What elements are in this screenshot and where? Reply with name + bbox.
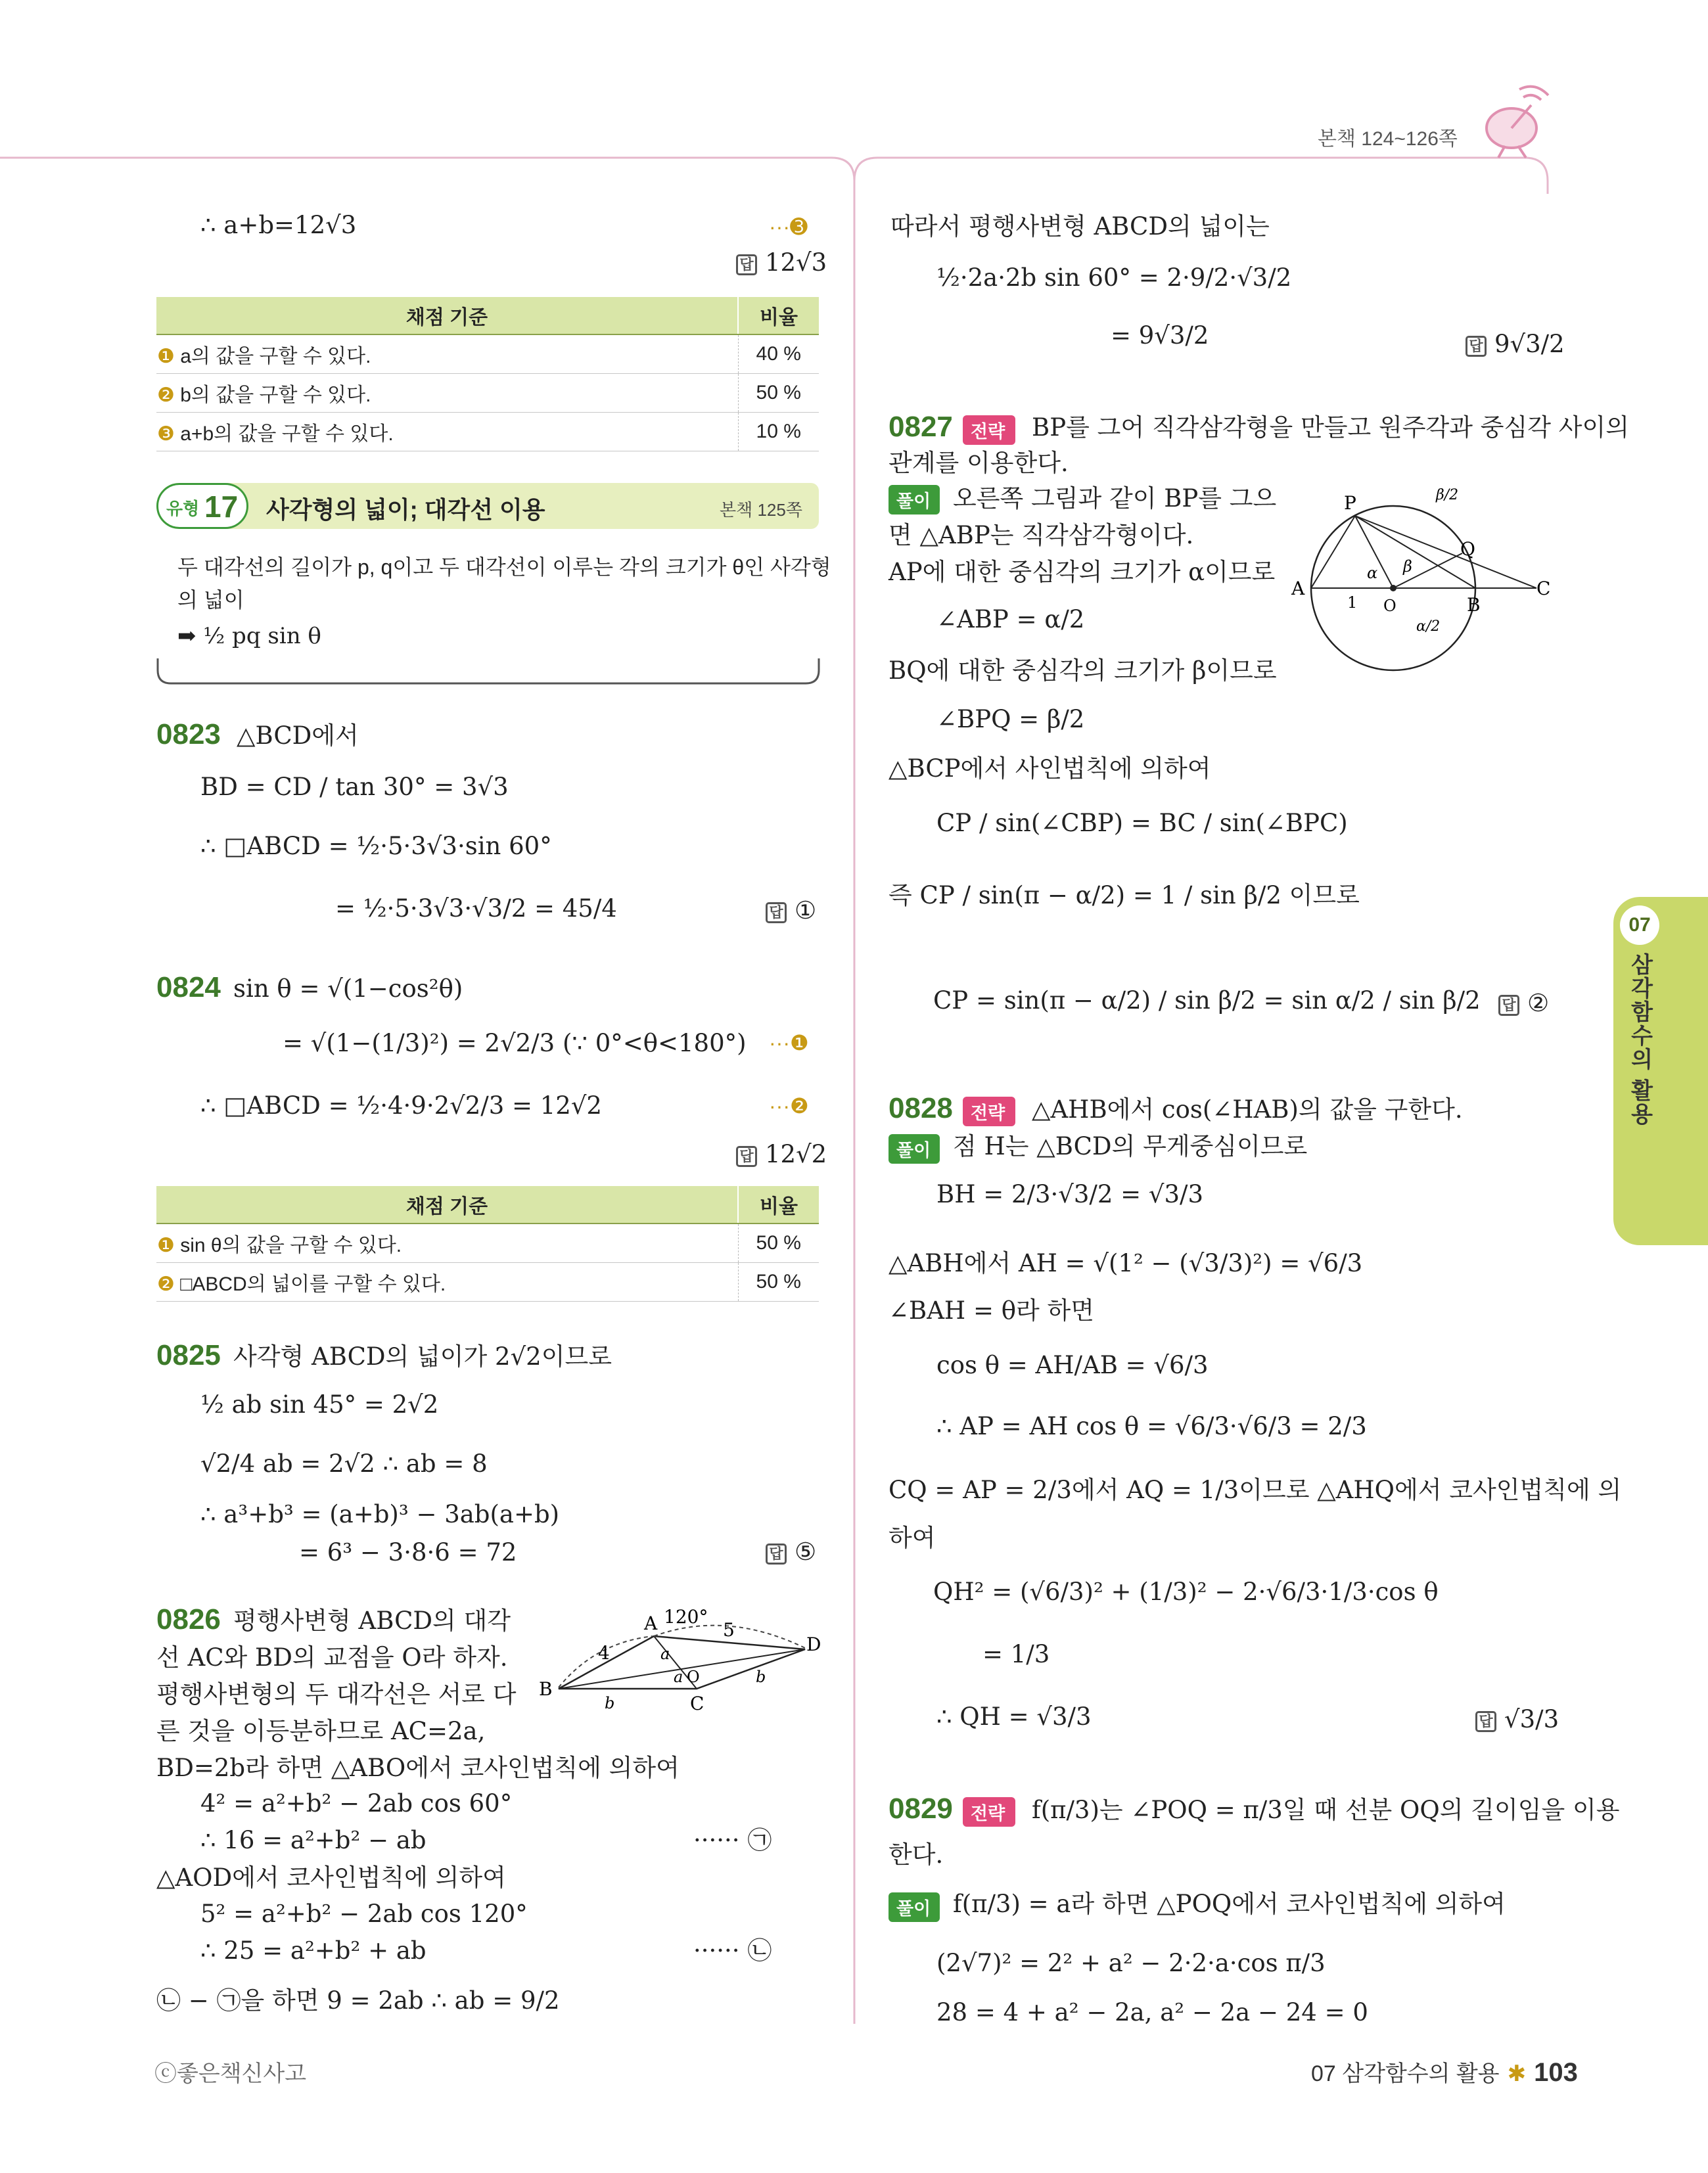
solution-line: 점 H는 △BCD의 무게중심이므로	[953, 1132, 1308, 1160]
table-row: ❸ a+b의 값을 구할 수 있다. 10 %	[156, 413, 819, 451]
strategy-text: 관계를 이용한다.	[889, 449, 1069, 477]
answer-icon: 답	[736, 1146, 757, 1167]
svg-text:α/2: α/2	[1416, 618, 1441, 635]
header-rate: 비율	[738, 1186, 819, 1224]
svg-text:a: a	[660, 1645, 670, 1663]
answer	[736, 248, 827, 277]
solution-line: ∠BAH = θ라 하면	[889, 1296, 1094, 1325]
solution-line: 즉 CP / sin(π − α/2) = 1 / sin β/2 이므로	[889, 881, 1360, 909]
solution-line: BD = CD / tan 30° = 3√3	[200, 773, 509, 801]
svg-text:C: C	[1536, 578, 1551, 599]
solution-line: QH² = (√6/3)² + (1/3)² − 2·√6/3·1/3·cos θ	[933, 1578, 1439, 1606]
table-row: ❶ a의 값을 구할 수 있다. 40 %	[156, 334, 819, 374]
equation-marker: ······ ㉠	[693, 1826, 772, 1854]
solution-line: CP / sin(∠CBP) = BC / sin(∠BPC)	[936, 809, 1348, 837]
header-rate: 비율	[738, 297, 819, 334]
answer	[1498, 989, 1549, 1017]
type-badge: 유형 17	[156, 483, 248, 529]
svg-text:β/2: β/2	[1436, 487, 1459, 503]
solution-line: = ½·5·3√3·√3/2 = 45/4	[335, 894, 617, 923]
book-ref: 본책 124~126쪽	[1318, 128, 1458, 150]
svg-text:α: α	[1367, 564, 1378, 582]
type-ref: 본책 125쪽	[720, 500, 802, 520]
solution-line: √2/4 ab = 2√2 ∴ ab = 8	[200, 1450, 488, 1478]
step-marker: ···❶	[769, 1031, 809, 1055]
solution-line: ∴ □ABCD = ½·4·9·2√2/3 = 12√2	[200, 1091, 602, 1120]
header-criteria: 채점 기준	[156, 297, 738, 334]
solution-line: BH = 2/3·√3/2 = √3/3	[936, 1180, 1204, 1208]
answer-icon: 답	[1475, 1711, 1496, 1732]
side-tab-label: 삼각함수의 활용	[1627, 953, 1652, 1126]
strategy-text: △AHB에서 cos(∠HAB)의 값을 구한다.	[1032, 1095, 1463, 1124]
solution-line: 28 = 4 + a² − 2a, a² − 2a − 24 = 0	[936, 1998, 1368, 2026]
publisher: ⓒ좋은책신사고	[154, 2061, 307, 2086]
question-number: 0826	[156, 1603, 221, 1635]
solution-line: 5² = a²+b² − 2ab cos 120°	[200, 1900, 528, 1928]
svg-text:C: C	[690, 1693, 704, 1714]
answer-value: 12√3	[765, 248, 827, 277]
equation-marker: ······ ㉡	[693, 1936, 772, 1965]
type-desc-2: 의 넓이	[177, 588, 244, 612]
svg-text:5: 5	[723, 1619, 735, 1641]
question-number: 0823	[156, 718, 221, 750]
solution-line: = √(1−(1/3)²) = 2√2/3 (∵ 0°<θ<180°)	[283, 1029, 747, 1057]
svg-text:O: O	[687, 1668, 700, 1686]
parallelogram-figure	[536, 1603, 825, 1722]
answer-value: √3/3	[1504, 1705, 1559, 1733]
question-number: 0824	[156, 971, 221, 1003]
solution-line: = 9√3/2	[1111, 321, 1209, 350]
solution-line: CP = sin(π − α/2) / sin β/2 = sin α/2 / sin β/2	[933, 986, 1481, 1015]
solution-badge: 풀이	[889, 485, 940, 515]
strategy-text: 한다.	[889, 1841, 944, 1869]
table-row: ❶ sin θ의 값을 구할 수 있다. 50 %	[156, 1224, 819, 1263]
solution-line: 선 AC와 BD의 교점을 O라 하자.	[156, 1643, 508, 1672]
scoring-table-1	[156, 297, 819, 451]
solution-line: BD=2b라 하면 △ABO에서 코사인법칙에 의하여	[156, 1754, 680, 1782]
type-formula: ➡ ½ pq sin θ	[177, 623, 321, 649]
solution-line: f(π/3) = a라 하면 △POQ에서 코사인법칙에 의하여	[953, 1890, 1506, 1918]
solution-line: 하여	[889, 1524, 936, 1552]
solution-line: 따라서 평행사변형 ABCD의 넓이는	[890, 212, 1270, 240]
satellite-icon	[1487, 87, 1548, 158]
solution-line: ∠ABP = α/2	[936, 605, 1085, 633]
solution-line: △BCD에서	[237, 721, 359, 750]
question-number: 0825	[156, 1339, 221, 1371]
solution-line: ½ ab sin 45° = 2√2	[200, 1390, 439, 1419]
svg-text:B: B	[1467, 594, 1481, 616]
svg-text:P: P	[1344, 492, 1356, 514]
svg-text:A: A	[1291, 578, 1305, 599]
answer	[736, 1140, 827, 1168]
step-marker: ···➌	[769, 215, 808, 239]
solution-line: AP에 대한 중심각의 크기가 α이므로	[889, 558, 1276, 586]
table-row: ❷ □ABCD의 넓이를 구할 수 있다. 50 %	[156, 1263, 819, 1302]
solution-line: 른 것을 이등분하므로 AC=2a,	[156, 1717, 486, 1745]
solution-line: 4² = a²+b² − 2ab cos 60°	[200, 1789, 513, 1818]
answer-value: 9√3/2	[1494, 330, 1565, 358]
solution-line: BQ에 대한 중심각의 크기가 β이므로	[889, 656, 1277, 685]
answer-value: ①	[795, 896, 817, 925]
svg-text:D: D	[806, 1634, 821, 1655]
circle-figure	[1291, 480, 1558, 651]
solution-line: ∴ □ABCD = ½·5·3√3·sin 60°	[200, 832, 552, 860]
question-number: 0829	[889, 1793, 953, 1825]
question-number: 0827	[889, 411, 953, 443]
table-row: ❷ b의 값을 구할 수 있다. 50 %	[156, 374, 819, 413]
solution-line: ㉡ − ㉠을 하면 9 = 2ab ∴ ab = 9/2	[156, 1986, 560, 2015]
answer-value: 12√2	[765, 1140, 827, 1168]
solution-line: ½·2a·2b sin 60° = 2·9/2·√3/2	[936, 263, 1292, 292]
strategy-badge: 전략	[963, 1097, 1015, 1126]
solution-line: ∴ QH = √3/3	[936, 1703, 1092, 1731]
svg-text:β: β	[1403, 557, 1412, 576]
solution-line: cos θ = AH/AB = √6/3	[936, 1351, 1209, 1379]
answer	[1475, 1705, 1559, 1733]
solution-line: 사각형 ABCD의 넓이가 2√2이므로	[233, 1342, 612, 1371]
answer-value: ⑤	[795, 1538, 817, 1566]
side-tab-number: 07	[1620, 905, 1659, 945]
strategy-badge: 전략	[963, 1797, 1015, 1827]
strategy-badge: 전략	[963, 415, 1015, 445]
question-number: 0828	[889, 1092, 953, 1124]
solution-line: △AOD에서 코사인법칙에 의하여	[156, 1864, 506, 1892]
step-marker: ···❷	[769, 1094, 809, 1118]
answer-icon: 답	[766, 902, 787, 923]
answer	[1466, 330, 1565, 358]
answer-icon: 답	[1498, 995, 1519, 1016]
svg-text:O: O	[1383, 597, 1396, 615]
solution-line: = 1/3	[982, 1640, 1050, 1668]
solution-line: CQ = AP = 2/3에서 AQ = 1/3이므로 △AHQ에서 코사인법칙에 의	[889, 1476, 1622, 1504]
answer-icon: 답	[766, 1544, 787, 1565]
header-criteria: 채점 기준	[156, 1186, 738, 1224]
scoring-table-2	[156, 1186, 819, 1302]
svg-text:b: b	[605, 1694, 615, 1712]
page-number: 103	[1534, 2058, 1578, 2087]
answer-icon: 답	[736, 254, 757, 275]
answer	[766, 896, 816, 925]
solution-line: 면 △ABP는 직각삼각형이다.	[889, 521, 1194, 549]
solution-line: ∴ 25 = a²+b² + ab	[200, 1936, 427, 1965]
solution-badge: 풀이	[889, 1134, 940, 1164]
solution-line: sin θ = √(1−cos²θ)	[233, 974, 463, 1003]
solution-line: ∴ a³+b³ = (a+b)³ − 3ab(a+b)	[200, 1500, 560, 1528]
type-desc-1: 두 대각선의 길이가 p, q이고 두 대각선이 이루는 각의 크기가 θ인 사각형	[177, 555, 831, 579]
solution-line: (2√7)² = 2² + a² − 2·2·a·cos π/3	[936, 1949, 1326, 1977]
solution-badge: 풀이	[889, 1892, 940, 1922]
solution-line: 평행사변형 ABCD의 대각	[233, 1607, 511, 1635]
strategy-text: f(π/3)는 ∠POQ = π/3일 때 선분 OQ의 길이임을 이용	[1032, 1796, 1620, 1824]
svg-text:4: 4	[598, 1642, 610, 1664]
solution-line: = 6³ − 3·8·6 = 72	[299, 1538, 517, 1567]
footer-chapter: 07 삼각함수의 활용 ✱ 103	[1311, 2058, 1578, 2087]
solution-line: 평행사변형의 두 대각선은 서로 다	[156, 1680, 517, 1708]
solution-line: ∴ AP = AH cos θ = √6/3·√6/3 = 2/3	[936, 1412, 1367, 1440]
svg-text:B: B	[539, 1678, 553, 1700]
solution-line: ∴ 16 = a²+b² − ab	[200, 1826, 427, 1854]
solution-line: ∠BPQ = β/2	[936, 705, 1085, 733]
solution-line: △ABH에서 AH = √(1² − (√3/3)²) = √6/3	[889, 1249, 1363, 1277]
svg-text:Q: Q	[1460, 538, 1475, 560]
answer	[766, 1538, 816, 1566]
svg-text:1: 1	[1347, 593, 1358, 612]
strategy-text: BP를 그어 직각삼각형을 만들고 원주각과 중심각 사이의	[1032, 413, 1629, 442]
prev-conclusion: ∴ a+b=12√3	[200, 211, 357, 239]
svg-text:a: a	[674, 1668, 683, 1686]
type-title: 사각형의 넓이; 대각선 이용	[266, 496, 545, 523]
type-box-border	[156, 657, 821, 687]
svg-text:120°: 120°	[664, 1606, 708, 1628]
answer-value: ②	[1527, 989, 1550, 1017]
svg-text:b: b	[756, 1668, 766, 1686]
svg-text:A: A	[644, 1613, 658, 1634]
solution-line: △BCP에서 사인법칙에 의하여	[889, 754, 1211, 783]
solution-line: 오른쪽 그림과 같이 BP를 그으	[953, 484, 1277, 513]
answer-icon: 답	[1466, 336, 1487, 357]
